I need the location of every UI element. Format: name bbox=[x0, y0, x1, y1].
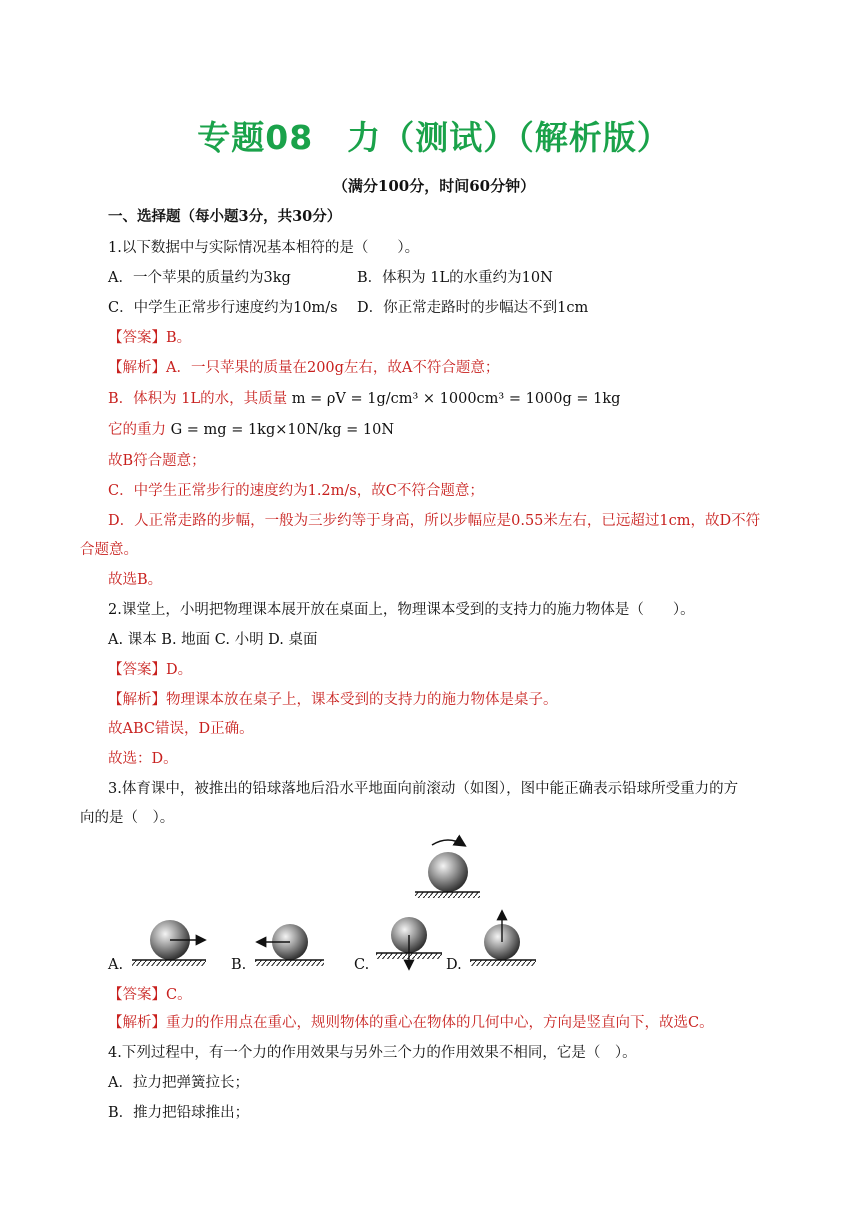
fig-label-b: B. bbox=[231, 957, 247, 973]
q2-options: A. 课本 B. 地面 C. 小明 D. 桌面 bbox=[108, 632, 318, 648]
q1-stem: 1.以下数据中与实际情况基本相符的是（ ）。 bbox=[108, 240, 420, 256]
q1-analysis-d-line2: 合题意。 bbox=[80, 542, 138, 558]
fig-label-d: D. bbox=[446, 957, 462, 973]
page-title: 专题08 力（测试）（解析版） bbox=[197, 118, 671, 157]
q1-analysis-b bbox=[108, 389, 620, 409]
q1-analysis-a: 【解析】A．一只苹果的质量在200g左右，故A不符合题意； bbox=[108, 360, 500, 376]
figure-b bbox=[255, 924, 324, 966]
q1-option-c: C．中学生正常步行速度约为10m/s bbox=[108, 300, 338, 316]
q2-conclusion: 故选：D。 bbox=[108, 751, 178, 767]
page-subtitle: （满分100分，时间60分钟） bbox=[332, 177, 536, 195]
q2-stem: 2.课堂上，小明把物理课本展开放在桌面上，物理课本受到的支持力的施力物体是（ ）。 bbox=[108, 602, 695, 618]
q1-conclusion: 故选B。 bbox=[108, 572, 163, 588]
q1-analysis-b2-prefix: 它的重力 bbox=[108, 422, 166, 438]
q1-analysis-b2-formula: G = mg = 1kg×10N/kg = 10N bbox=[170, 422, 394, 438]
q1-analysis-b2 bbox=[108, 420, 394, 440]
q1-option-b: B．体积为 1L的水重约为10N bbox=[357, 270, 553, 286]
fig-label-c: C. bbox=[354, 957, 370, 973]
figure-a bbox=[132, 920, 206, 966]
q1-analysis-c: C．中学生正常步行的速度约为1.2m/s，故C不符合题意； bbox=[108, 483, 484, 499]
q1-answer: 【答案】B。 bbox=[108, 330, 192, 346]
q3-stem-line2: 向的是（ ）。 bbox=[80, 810, 175, 826]
q2-answer: 【答案】D。 bbox=[108, 662, 193, 678]
q4-option-a: A．拉力把弹簧拉长； bbox=[108, 1075, 249, 1091]
section-heading: 一、选择题（每小题3分，共30分） bbox=[108, 208, 342, 225]
q4-option-b: B．推力把铅球推出； bbox=[108, 1105, 250, 1121]
fig-label-a: A. bbox=[108, 957, 124, 973]
q3-figure bbox=[100, 830, 560, 980]
q2-analysis-2: 故ABC错误，D正确。 bbox=[108, 721, 254, 737]
q1-analysis-b-formula: m = ρV = 1g/cm³ × 1000cm³ = 1000g = 1kg bbox=[291, 391, 621, 407]
figure-c bbox=[376, 917, 442, 968]
q1-analysis-b-prefix: B．体积为 1L的水，其质量 bbox=[108, 391, 288, 407]
q2-analysis: 【解析】物理课本放在桌子上，课本受到的支持力的施力物体是桌子。 bbox=[108, 692, 558, 708]
q1-analysis-b3: 故B符合题意； bbox=[108, 453, 206, 469]
q3-stem-line1: 3.体育课中，被推出的铅球落地后沿水平地面向前滚动（如图），图中能正确表示铅球所受重力的方 bbox=[108, 781, 739, 797]
q4-stem: 4.下列过程中，有一个力的作用效果与另外三个力的作用效果不相同，它是（ ）。 bbox=[108, 1045, 637, 1061]
q1-analysis-d-line1: D．人正常走路的步幅，一般为三步约等于身高，所以步幅应是0.55米左右，已远超过1cm，故D不符 bbox=[108, 513, 761, 529]
q3-answer: 【答案】C。 bbox=[108, 987, 192, 1003]
q1-option-a: A．一个苹果的质量约为3kg bbox=[108, 270, 291, 286]
figure-d bbox=[470, 912, 536, 966]
reference-ball bbox=[415, 840, 480, 898]
q3-analysis: 【解析】重力的作用点在重心，规则物体的重心在物体的几何中心，方向是竖直向下，故选C。 bbox=[108, 1015, 714, 1031]
q1-option-d: D．你正常走路时的步幅达不到1cm bbox=[357, 300, 589, 316]
